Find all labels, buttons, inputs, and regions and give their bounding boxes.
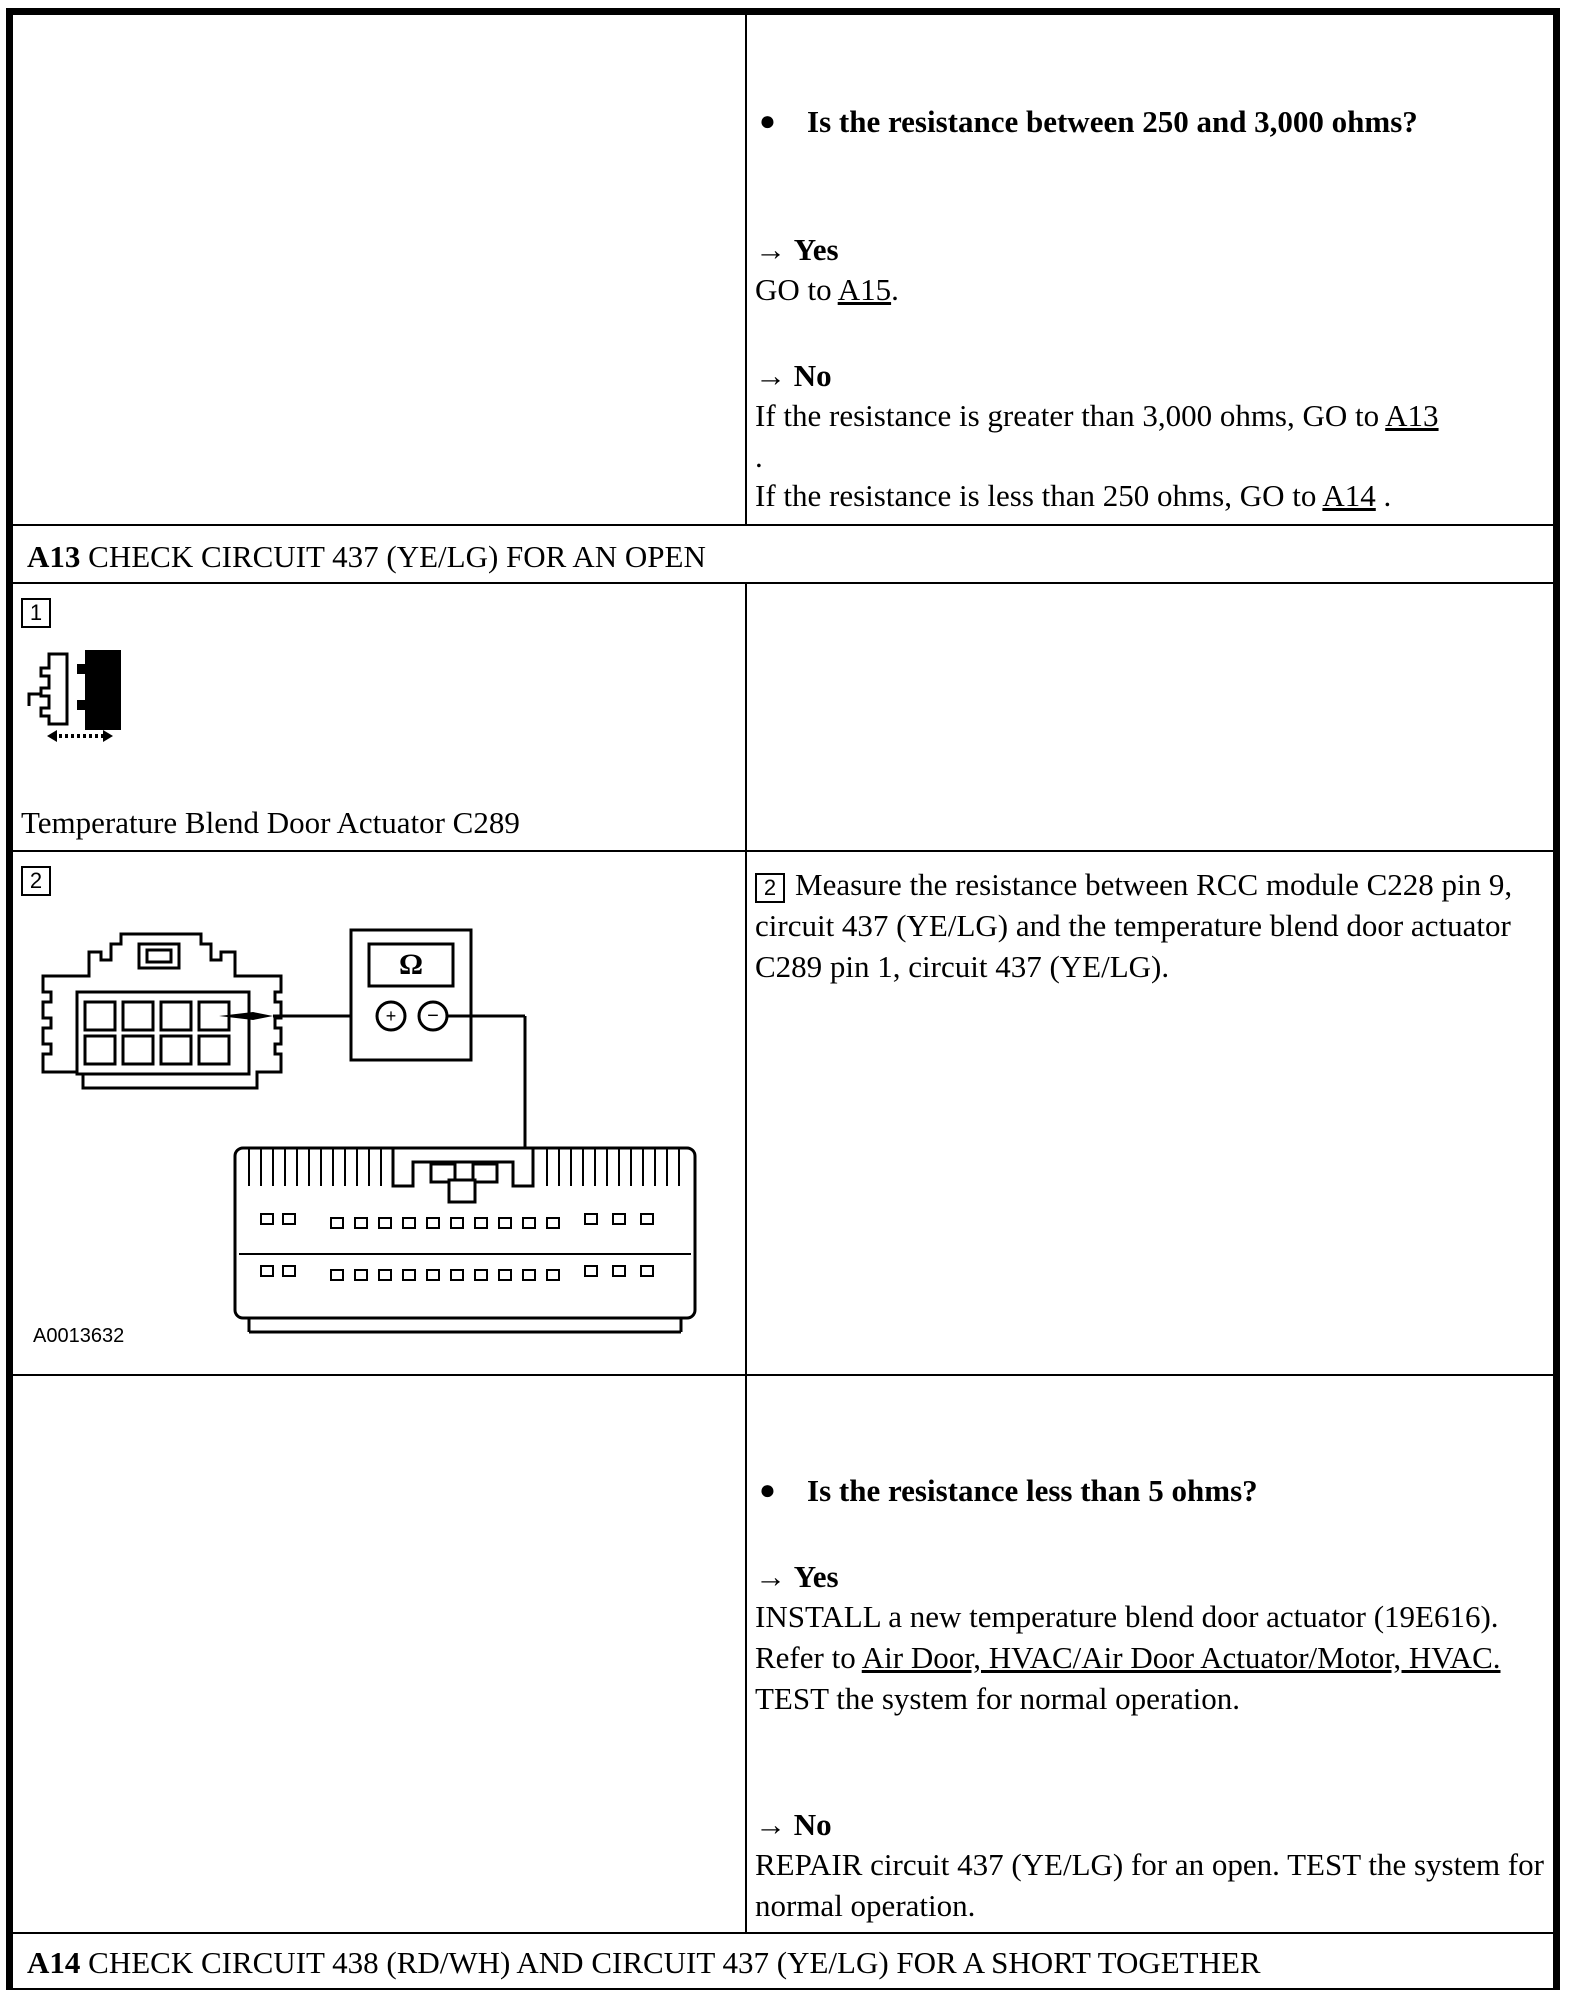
a13-result-cell [745,1374,1555,1934]
a13-yes-text: INSTALL a new temperature blend door actuator (19E616). Refer to Air Door, HVAC/Air Door Actuator/Motor, HVAC. TEST the system for normal operation. [755,1599,1501,1716]
step-number-1: 1 [21,598,51,628]
a12-no-label: → No [755,358,832,393]
connector-disconnect-icon [19,634,139,744]
a14-header [11,1932,1555,1990]
meter-minus-label: − [427,1005,439,1027]
right-arrow-icon: → [755,1807,786,1842]
link-a13[interactable]: A13 [1385,398,1439,433]
a13-no-label: → No [755,1807,832,1842]
a12-left-cell [11,13,747,526]
a12-no-line1: If the resistance is greater than 3,000 ohms, GO to A13 . [755,398,1439,474]
meter-ohm-symbol: Ω [398,948,424,981]
a13-step2-figure-cell [11,850,747,1376]
bullet-icon: ● [759,106,776,137]
figure-id: A0013632 [33,1325,125,1347]
a13-step1-cell [11,582,747,852]
a13-header [11,524,1555,584]
step1-caption: Temperature Blend Door Actuator C289 [21,805,520,840]
a13-question: ● Is the resistance less than 5 ohms? [807,1470,1507,1511]
a13-result-left-cell [11,1374,747,1934]
a14-heading: CHECK CIRCUIT 438 (RD/WH) AND CIRCUIT 437 (YE/LG) FOR A SHORT TOGETHER [88,1945,1261,1980]
a12-question: ● Is the resistance between 250 and 3,000 ohms? [807,101,1507,142]
a12-yes-label: → Yes [755,232,839,267]
a13-no-text: REPAIR circuit 437 (YE/LG) for an open. TEST the system for normal operation. [755,1847,1544,1923]
a13-step2-text-cell [745,850,1555,1376]
right-arrow-icon: → [755,232,786,267]
a13-heading: CHECK CIRCUIT 437 (YE/LG) FOR AN OPEN [88,539,706,574]
a12-yes-text: GO to A15. [755,272,899,307]
a12-no-line2: If the resistance is less than 250 ohms, GO to A14 . [755,478,1392,513]
link-air-door-actuator[interactable]: Air Door, HVAC/Air Door Actuator/Motor, HVAC. [861,1640,1501,1675]
step2-instruction: 2 Measure the resistance between RCC module C228 pin 9, circuit 437 (YE/LG) and the temperature blend door actuator C289 pin 1, circuit 437 (YE/LG). [755,867,1513,984]
meter-plus-label: + [385,1006,397,1026]
a13-yes-label: → Yes [755,1559,839,1594]
step-number-2: 2 [21,866,51,896]
a13-step1-right-cell [745,582,1555,852]
link-a14[interactable]: A14 [1322,478,1376,513]
right-arrow-icon: → [755,358,786,393]
bullet-icon: ● [759,1475,776,1506]
a12-result-cell [745,13,1555,526]
a13-step-id: A13 [27,539,81,574]
right-arrow-icon: → [755,1559,786,1594]
step-number-2-inline: 2 [755,873,785,903]
a14-step-id: A14 [27,1945,81,1980]
link-a15[interactable]: A15 [837,272,892,307]
